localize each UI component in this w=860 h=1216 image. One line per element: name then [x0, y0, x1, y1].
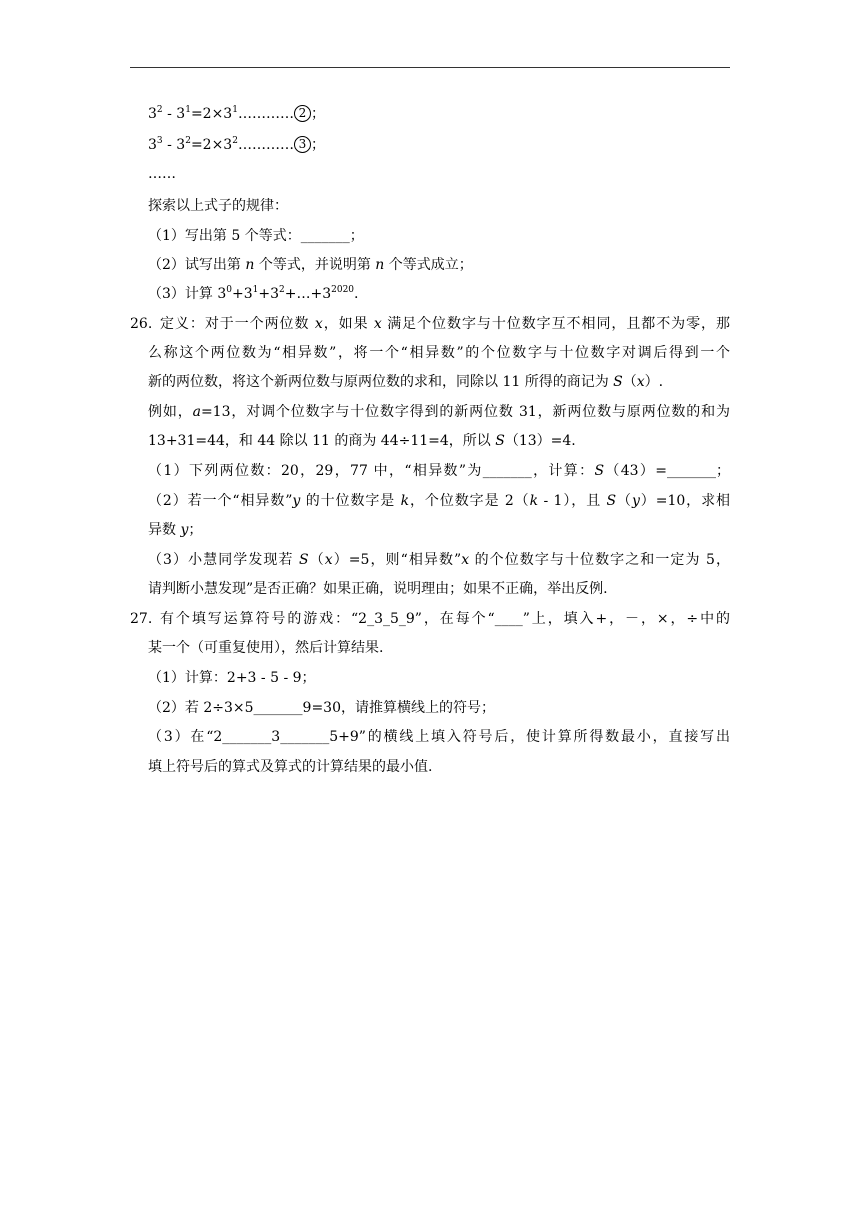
q25-part3: （3）计算 $3^0+3^1+3^2+\dots+3^{2020}$.	[148, 285, 359, 302]
q26-example-line1: 例如，a=13，对调个位数字与十位数字得到的新两位数 31，新两位数与原两位数的和为	[148, 404, 731, 420]
q26-part2-line2: 异数 y；	[148, 522, 203, 538]
circled-number-3: 3	[294, 136, 311, 153]
q27-line2: 某一个（可重复使用），然后计算结果.	[148, 640, 384, 656]
q26-part3-line2: 请判断小慧发现”是否正确？如果正确，说明理由；如果不正确，举出反例.	[148, 581, 608, 597]
circled-number-2: 2	[294, 105, 311, 122]
ellipsis: ……	[148, 166, 176, 182]
q27-part1: （1）计算：2+3 - 5 - 9；	[148, 670, 316, 686]
header-rule	[130, 67, 730, 68]
q25-intro: 探索以上式子的规律：	[148, 198, 288, 214]
q26-part1: （1）下列两位数：20，29，77 中，“相异数”为_______，计算：S（43）=_______；	[148, 463, 730, 479]
q27-part3-line2: 填上符号后的算式及算式的计算结果的最小值.	[148, 759, 433, 775]
q25-part2: （2）试写出第 n 个等式，并说明第 n 个等式成立；	[148, 257, 473, 273]
q27-part2: （2）若 2÷3×5_______9=30，请推算横线上的符号；	[148, 700, 495, 716]
q26-number: 26.	[130, 316, 153, 332]
q26-line1: 定义：对于一个两位数 x，如果 x 满足个位数字与十位数字互不相同，且都不为零，那	[160, 316, 730, 332]
q25-part1: （1）写出第 5 个等式：_______；	[148, 228, 364, 244]
equation-3: $3^3$ - $3^2=2\times 3^2\dots\dots\dots\dots$ 3 ；	[148, 136, 325, 153]
q26-line2: 么称这个两位数为“相异数”，将一个“相异数”的个位数字与十位数字对调后得到一个	[148, 345, 730, 361]
q27-number: 27.	[130, 611, 153, 627]
q26-part3-line1: （3）小慧同学发现若 S（x）=5，则“相异数”x 的个位数字与十位数字之和一定为 5，	[148, 552, 731, 568]
q27-line1: 有个填写运算符号的游戏：“2_3_5_9”，在每个“____”上，填入+，－，×，÷中的	[160, 611, 730, 627]
q26-example-line2: 13+31=44，和 44 除以 11 的商为 44÷11=4，所以 S（13）=4.	[148, 433, 576, 449]
q26-part2-line1: （2）若一个“相异数”y 的十位数字是 k，个位数字是 2（k - 1），且 S（y）=10，求相	[148, 493, 731, 509]
q26-line3: 新的两位数，将这个新两位数与原两位数的求和，同除以 11 所得的商记为 S（x）.	[148, 374, 664, 390]
q27-part3-line1: （3）在“2_______3_______5+9”的横线上填入符号后，使计算所得数最小，直接写出	[148, 729, 730, 745]
equation-2: $3^2$ - $3^1=2\times 3^1\dots\dots\dots\dots$ 2 ；	[148, 105, 325, 122]
